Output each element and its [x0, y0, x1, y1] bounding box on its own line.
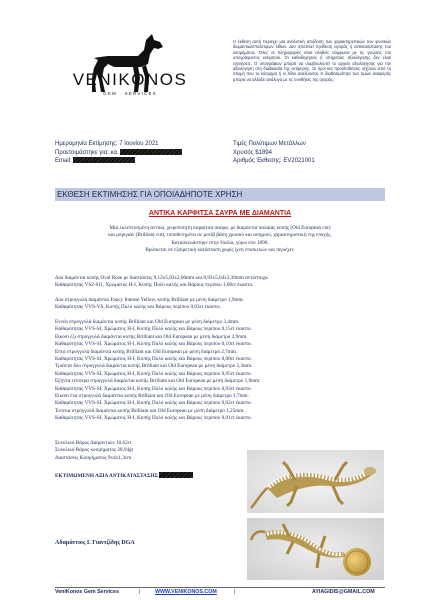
report-number-label: Αριθμός Έκθεσης:: [233, 158, 282, 165]
stone-group: [55, 297, 385, 312]
redacted-value: [159, 472, 193, 478]
meta-left: [55, 140, 215, 166]
intro-line: Κατασκευάστηκε στην Ιταλία, γύρω στο 1890.: [171, 239, 269, 246]
redacted-email: [73, 157, 135, 163]
intro-line: Μία εκλεπτυσμένη αντίκα, χειροποίητη καρφίτσα σαύρα, με διαμάντια παλαιάς κοπής (Old European cut): [109, 225, 331, 231]
stone-line: Καθαρότητας VVS-SI, Χρώματος H-I, Κοπής Πολύ καλής και Βάρους περίπου 0,01ct έκαστο.: [55, 415, 252, 422]
report-heading: ΕΚΘΕΣΗ ΕΚΤΙΜΗΣΗΣ ΓΙΑ ΟΠΟΙΑΔΗΠΟΤΕ ΧΡΗΣΗ: [57, 190, 243, 199]
footer-website-link[interactable]: WWW.VENIKONOS.COM: [155, 589, 217, 595]
brand-subtitle: GEM · SERVICES: [103, 91, 157, 96]
email-label: Email:: [55, 158, 72, 165]
footer-email-link[interactable]: AYIAGIDIS@GMAIL.COM: [312, 589, 375, 595]
stone-group: [55, 275, 385, 290]
stone-line: Καθαρότητας VVS-SI, Χρώματος H-I, Κοπής Πολύ καλής και Βάρους περίπου 0,05ct έκαστο.: [55, 370, 252, 377]
stone-line: Έντεκα στρογγυλά διαμάντια κοπής Brilliant και Old European με μέση διάμετρο 1,25mm.: [55, 407, 245, 414]
appraisal-date: Ημερομηνία Εκτίμησης: 7 Ιουνίου 2021: [55, 141, 159, 147]
stone-line: Καθαρότητας VVS-SI, Χρώματος H-I, Κοπής Πολύ καλής και Βάρους περίπου 0,08ct έκαστο.: [55, 356, 252, 363]
stone-line: Είκοσι ένα στρογγυλά διαμάντια κοπής Brilliant και Old European με μέση διάμετρο 1,7mm.: [55, 393, 249, 400]
stone-line: Δύο στρογγυλά διαμάντια Fancy Intense Yellow, κοπής Brilliant με μέση διάμετρο 1,9mm.: [55, 297, 244, 303]
replacement-value: [55, 472, 235, 479]
disclaimer-text: Η έκθεση αυτή περιέχει μια αναλυτική απόδοση των χαρακτηριστικών των φυσικών διαμαντιών/πολύτιμων λίθων. Δεν αποτελεί πρόθεση αγοράς ή αντικατάστασης του κοσμήματος. Όλες οι πληροφορίες είναι αληθείς σύμφωνα με τις γνώσεις του υπογράφοντος εκτιμητού. Οι καθοδηγήσεις ή υπηρεσίες αξιολόγησης δεν είναι εγγυήσεις. Ο υπογράφων μπορεί να συμβουλευτεί το αρχείο αξιολόγησης για την αξιολόγηση στη διαδικασία της εκτίμησης. Οι όροι και προϋποθέσεις ισχύουν από τη στιγμή που το κόσμημα ή οι λίθοι αναλύονται. Η διαθεσιμότητα των τιμών αναφοράς μπορεί να αλλάξει ανάλογα με τις συνθήκες της αγοράς.: [233, 39, 391, 82]
brand-name: VENIKONOS: [72, 70, 188, 89]
report-number: EV2021001: [283, 158, 315, 165]
footer-company: VeniKonos Gem Services: [55, 589, 119, 595]
stone-group: [55, 319, 385, 423]
footer-divider: [55, 587, 385, 588]
stone-line: Καθαρότητας VS2-SI1, Χρώματος H-I, Κοπής Πολύ καλής και Βάρους περίπου 1,00ct έκαστο.: [55, 282, 254, 289]
footer-separator: |: [234, 589, 236, 595]
meta-right: [233, 140, 393, 166]
stone-line: Καθαρότητας VVS-SI, Χρώματος H-I, Κοπής Πολύ καλής και Βάρους περίπου 0,02ct έκαστο.: [55, 400, 252, 407]
stone-line: Είκοσι έξι στρογγυλά διαμάντια κοπής Brilliant και Old European με μέση διάμετρο 2,9mm.: [55, 333, 248, 340]
report-number-row: [233, 157, 393, 166]
jewel-dimensions: Διαστάσεις Κοσμήματος 9x4x1,3cm: [55, 454, 132, 461]
stone-line: Εννέα στρογγυλά διαμάντια κοπής Brilliant και Old European με μέση διάμετρο 3,4mm.: [55, 319, 240, 325]
lizard-brooch-photo: [247, 450, 384, 513]
stone-line: Επτά στρογγυλά διαμάντια κοπής Brilliant και Old European με μέση διάμετρο 2,7mm.: [55, 348, 238, 355]
totals: [55, 440, 215, 462]
intro-line: και μπριγιάν (Brilliant cut), τοποθετημένα σε μοτίβ βάση χρυσού και ασημιού, χαρακτηριστική της εποχής.: [108, 232, 332, 239]
email-row: [55, 157, 215, 166]
metal-prices-label: Τιμές Πολύτιμων Μετάλλων: [233, 141, 306, 147]
prepared-for-label: Προετοιμάστηκε για: κα.: [55, 149, 119, 156]
stone-line: Εξήντα τέσσερα στρογγυλά διαμάντια κοπής Brilliant και Old European με μέση διάμετρο 1,9mm.: [55, 378, 261, 385]
redacted-name: [120, 149, 182, 155]
stone-line: Δύο διαμάντια κοπής Oval Rose με διαστάσεις 9,12x5,83x2,00mm και 8,93x5,64x3,38mm αντίστοιχα.: [55, 275, 269, 281]
stone-line: Καθαρότητας VVS-VS, Κοπής Πολύ καλής και Βάρους περίπου 0,03ct έκαστο.: [55, 304, 221, 311]
replacement-value-label: ΕΚΤΙΜΩΜΕΝΗ ΑΞΙΑ ΑΝΤΙΚΑΤΑΣΤΑΣΗΣ: [55, 473, 158, 479]
item-title: ΑΝΤΙΚΑ ΚΑΡΦΙΤΣΑ ΣΑΥΡΑ ΜΕ ΔΙΑΜΑΝΤΙΑ: [148, 210, 292, 217]
prepared-for: [55, 149, 215, 158]
total-diamond-weight: Συνολικό Βάρος Διαμαντιών 10,62ct: [55, 440, 132, 446]
footer-separator: |: [139, 589, 141, 595]
intro-line: Βρίσκεται σε εξαιρετική κατάσταση χωρίς ίχνη επισκευών και περιέχει:: [145, 247, 295, 254]
gold-price: Χρυσός $1894: [233, 149, 272, 156]
stone-line: Καθαρότητας VVS-SI, Χρώματος H-I, Κοπής Πολύ καλής και Βάρους περίπου 0,10ct έκαστο.: [55, 341, 252, 348]
lizard-brooch-photo-with-coin: [247, 518, 384, 580]
appraiser-signature: Αδαμάντιος Ι. Γιαντζίδης DGA: [55, 540, 135, 546]
stone-line: Τριάντα δύο στρογγυλά διαμάντια κοπής Brilliant και Old European με μέση διάμετρο 2,3mm.: [55, 363, 253, 370]
stone-line: Καθαρότητας VVS-SI, Χρώματος H-I, Κοπής Πολύ καλής και Βάρους περίπου 0,03ct έκαστο.: [55, 385, 252, 392]
total-jewel-weight: Συνολικό Βάρος κοσμήματος 28,94gr: [55, 447, 134, 454]
stone-line: Καθαρότητας VVS-SI, Χρώματος H-I, Κοπής Πολύ καλής και Βάρους περίπου 0,15ct έκαστο.: [55, 326, 252, 333]
item-description: [55, 225, 385, 255]
